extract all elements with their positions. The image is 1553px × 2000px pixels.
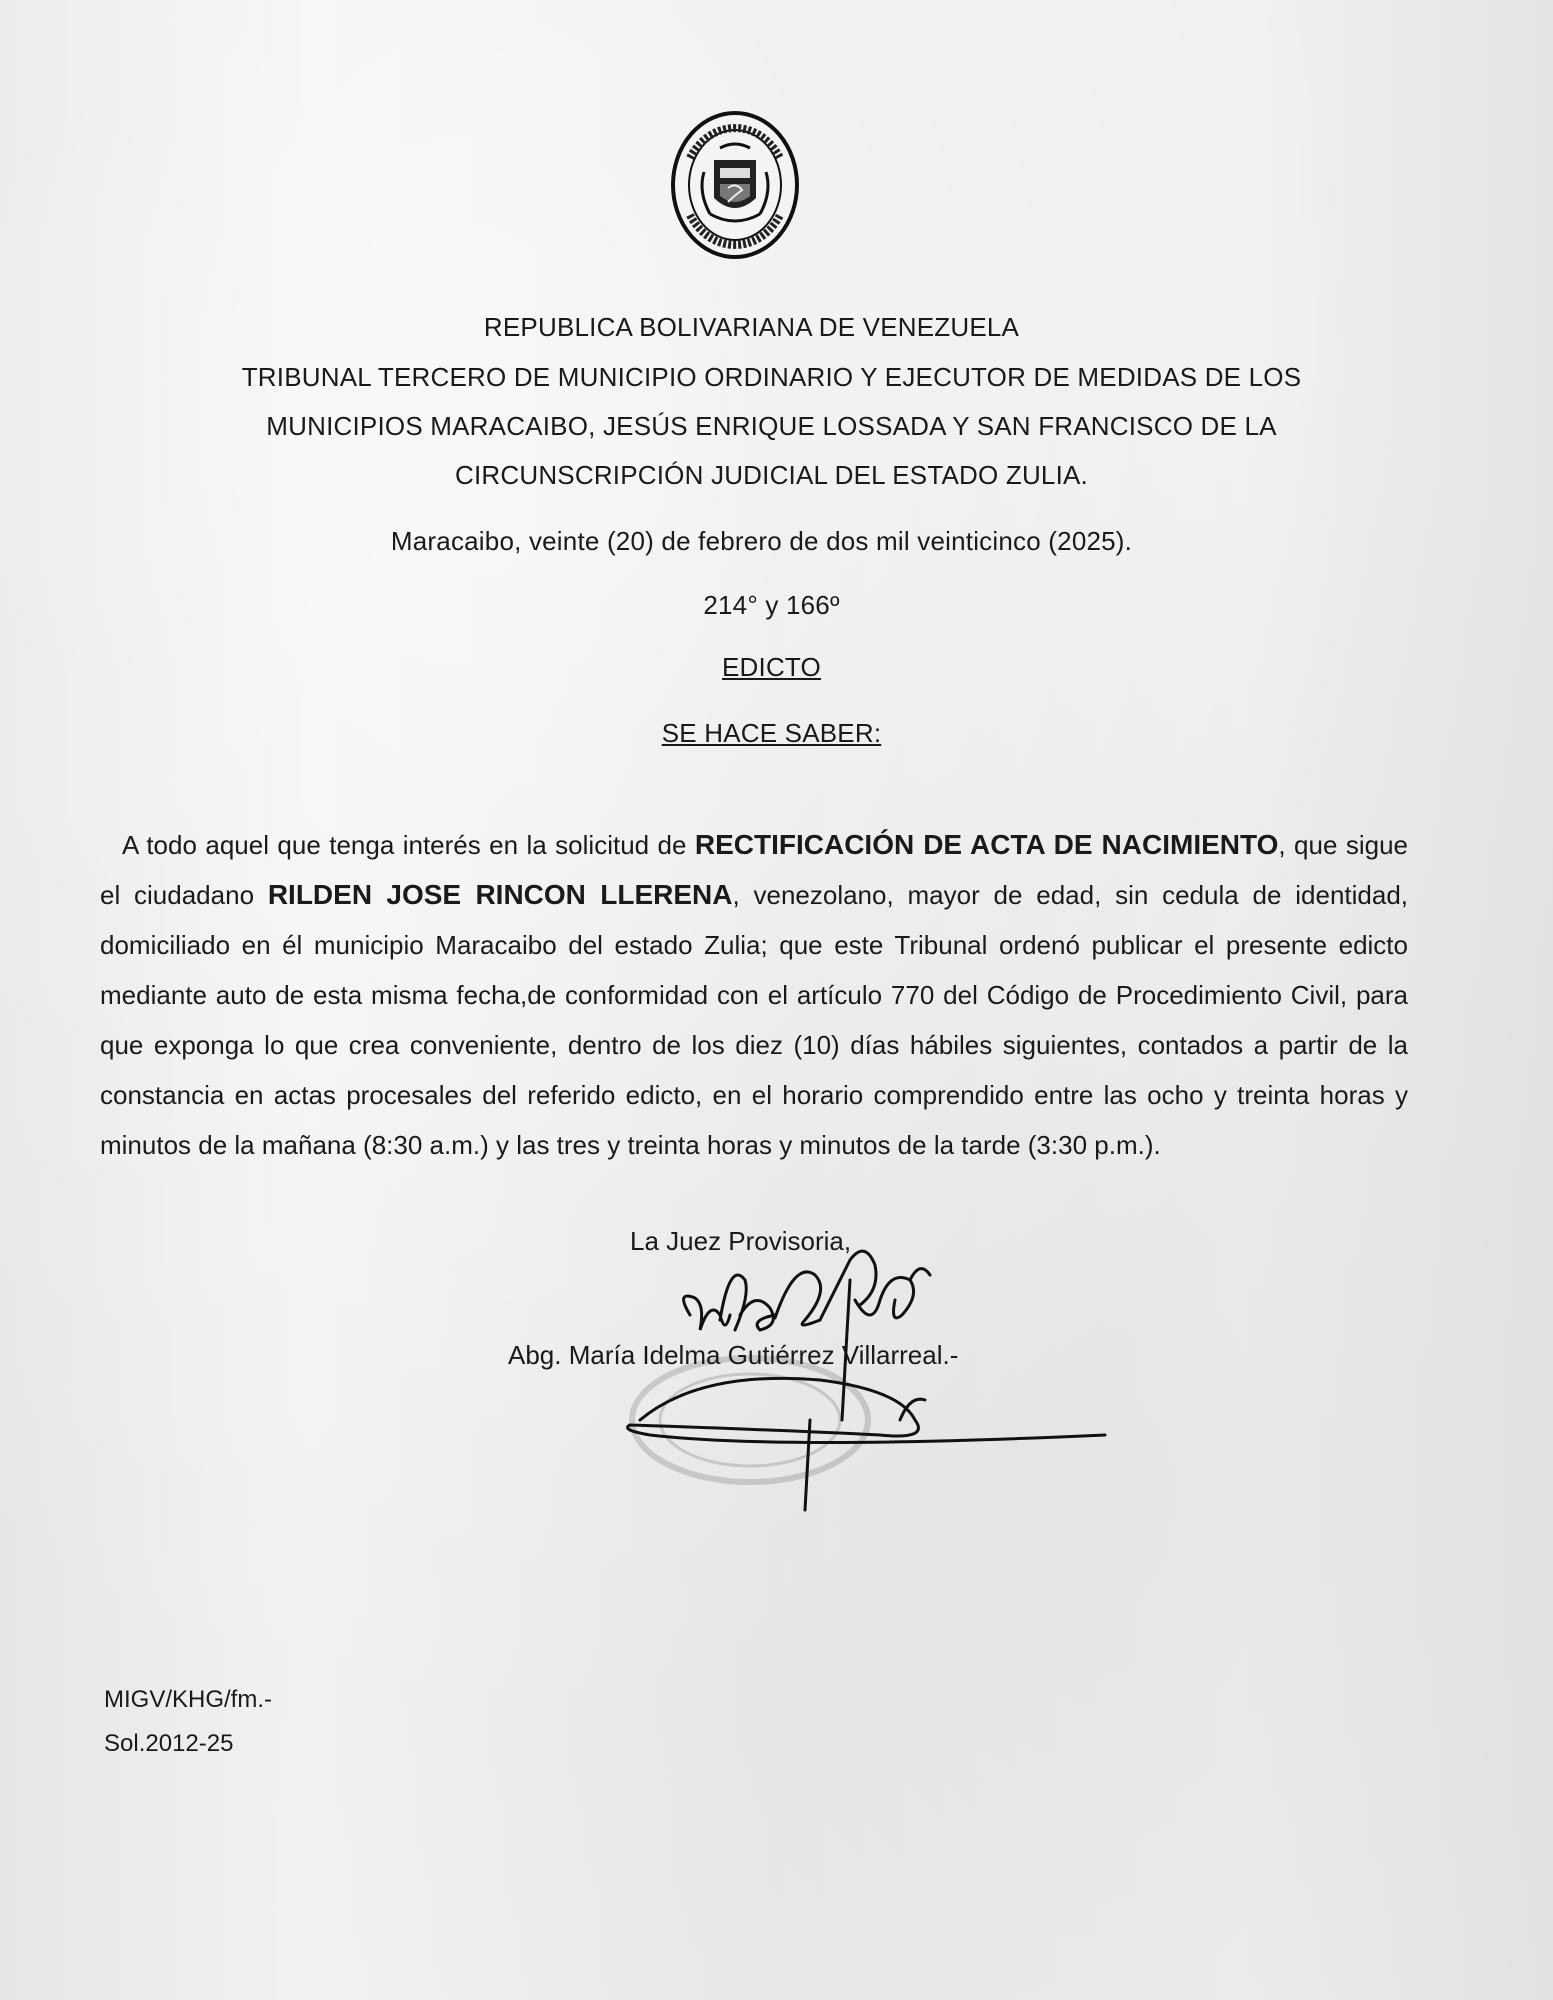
body-request-type: RECTIFICACIÓN DE ACTA DE NACIMIENTO — [694, 829, 1279, 860]
body-text-3: , venezolano, mayor de edad, sin cedula de identidad, domiciliado en él municipio Maracaibo del estado Zulia; que este Tribunal ordenó publicar el presente edicto mediante auto de esta misma fecha,de conformidad con el artículo 770 del Código de Procedimiento Civil, para que exponga lo que crea conveniente, dentro de los diez (10) días hábiles siguientes, contados a partir de la constancia en actas procesales del referido edicto, en el horario comprendido entre las ocho y treinta horas y minutos de la mañana (8:30 a.m.) y las tres y treinta horas y minutos de la tarde (3:30 p.m.). — [100, 880, 1409, 1160]
era-years: 214° y 166º — [703, 590, 840, 620]
reference-initials: MIGV/KHG/fm.- — [104, 1686, 272, 1713]
court-seal-icon — [670, 110, 800, 260]
edict-body — [100, 820, 1408, 1170]
document-date: Maracaibo, veinte (20) de febrero de dos mil veinticinco (2025). — [390, 526, 1133, 556]
handwritten-signature — [580, 1220, 1130, 1520]
judge-title: La Juez Provisoria, — [630, 1226, 852, 1256]
header-republic: REPUBLICA BOLIVARIANA DE VENEZUELA — [483, 312, 1020, 342]
body-text-1: A todo aquel que tenga interés en la solicitud de — [122, 830, 695, 860]
document-subtitle: SE HACE SABER: — [661, 718, 882, 748]
header-court-line-3: CIRCUNSCRIPCIÓN JUDICIAL DEL ESTADO ZULIA. — [455, 460, 1088, 490]
body-text-2: , que sigue el ciudadano — [100, 830, 1408, 910]
judge-name: Abg. María Idelma Gutiérrez Villarreal.- — [508, 1340, 959, 1370]
header-court-line-2: MUNICIPIOS MARACAIBO, JESÚS ENRIQUE LOSSADA Y SAN FRANCISCO DE LA — [266, 411, 1277, 441]
body-applicant-name: RILDEN JOSE RINCON LLERENA — [267, 879, 733, 910]
reference-solicitud: Sol.2012-25 — [104, 1730, 234, 1757]
document-title: EDICTO — [722, 652, 821, 682]
header-court-line-1: TRIBUNAL TERCERO DE MUNICIPIO ORDINARIO Y EJECUTOR DE MEDIDAS DE LOS — [241, 362, 1302, 392]
